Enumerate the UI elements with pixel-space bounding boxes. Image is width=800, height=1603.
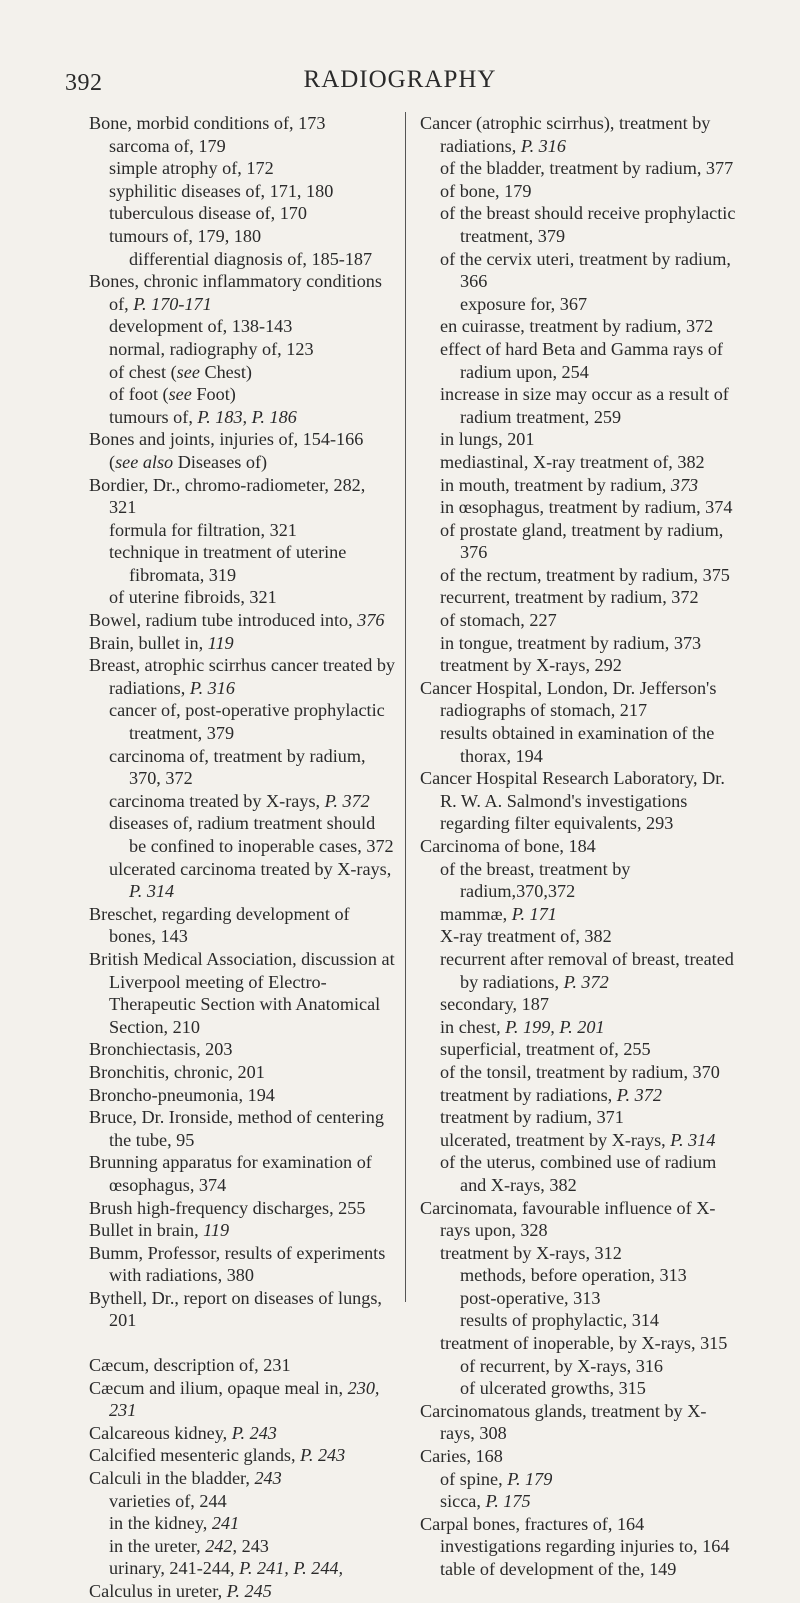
index-subentry: [89, 135, 396, 158]
index-entry-text: of spine,: [440, 1468, 508, 1489]
index-entry: [89, 112, 396, 135]
index-entry-text: Bumm, Professor, results of experiments with radiations, 380: [89, 1242, 386, 1286]
index-subentry: [420, 1558, 740, 1581]
index-subentry: [420, 1309, 740, 1332]
index-entry: [89, 1061, 396, 1084]
index-entry-text: P. 171: [511, 903, 557, 924]
index-entry-text: Carcinomatous glands, treatment by X-rays, 308: [420, 1400, 707, 1444]
index-entry-text: P. 372: [616, 1084, 662, 1105]
index-entry-text: P. 243: [300, 1445, 346, 1466]
index-subentry: [89, 451, 396, 474]
index-entry-text: Bowel, radium tube introduced into,: [89, 610, 358, 631]
index-entry-text: treatment of inoperable, by X-rays, 315: [440, 1333, 728, 1354]
index-entry-text: formula for filtration, 321: [109, 519, 297, 540]
index-entry-text: sarcoma of, 179: [109, 135, 226, 156]
index-entry-text: Breast, atrophic scirrhus cancer treated by radiations,: [89, 655, 396, 698]
index-subentry: [420, 496, 740, 519]
index-subentry: [420, 632, 740, 655]
index-entry-text: secondary, 187: [440, 994, 549, 1015]
index-entry-text: 119: [207, 632, 234, 653]
index-subentry: [420, 948, 740, 993]
index-entry-text: in the kidney,: [109, 1513, 212, 1534]
index-entry-text: ulcerated, treatment by X-rays,: [440, 1129, 671, 1150]
page-number: 392: [65, 70, 103, 96]
index-entry-text: table of development of the, 149: [440, 1559, 677, 1579]
index-subentry: [89, 361, 396, 384]
index-subentry: [420, 1490, 740, 1513]
index-entry-text: of the breast, treatment by radium,370,372: [440, 858, 631, 902]
index-subentry: [89, 1512, 396, 1535]
index-entry-text: of the uterus, combined use of radium and X-rays, 382: [440, 1152, 717, 1195]
index-subentry: [420, 1106, 740, 1129]
index-subentry: [420, 1038, 740, 1061]
index-entry-text: increase in size may occur as a result of radium treatment, 259: [440, 384, 729, 427]
index-entry: [89, 1106, 396, 1151]
index-subentry: [89, 699, 396, 744]
index-entry-text: P. 241, P. 244,: [239, 1558, 344, 1579]
index-entry-text: Bronchitis, chronic, 201: [89, 1061, 265, 1082]
index-entry-text: mediastinal, X-ray treatment of, 382: [440, 451, 705, 472]
index-entry-text: tuberculous disease of, 170: [109, 203, 307, 224]
index-entry-text: Carpal bones, fractures of, 164: [420, 1513, 645, 1534]
index-subentry: [420, 1377, 740, 1400]
index-gap: [89, 1332, 396, 1354]
index-subentry: [89, 406, 396, 429]
index-entry: [420, 112, 740, 157]
index-entry: [420, 1400, 740, 1445]
index-entry-text: treatment by radiations,: [440, 1084, 617, 1105]
index-entry-text: Bronchiectasis, 203: [89, 1039, 233, 1060]
index-entry-text: Calcareous kidney,: [89, 1422, 232, 1443]
index-entry-text: methods, before operation, 313: [460, 1265, 687, 1286]
index-entry-text: 119: [203, 1220, 230, 1241]
index-entry-text: mammæ,: [440, 903, 512, 924]
index-subentry: [420, 1129, 740, 1152]
index-subentry: [89, 541, 396, 586]
index-entry: [89, 1422, 396, 1445]
index-entry-text: superficial, treatment of, 255: [440, 1039, 651, 1060]
index-subentry: [420, 609, 740, 632]
index-entry-text: results obtained in examination of the thorax, 194: [440, 723, 715, 766]
index-entry: [89, 1467, 396, 1490]
index-entry-text: Calcified mesenteric glands,: [89, 1445, 301, 1466]
index-subentry: [420, 428, 740, 451]
index-subentry: [89, 790, 396, 813]
index-entry-text: Cæcum, description of, 231: [89, 1355, 291, 1376]
index-subentry: [420, 1061, 740, 1084]
index-entry-text: of foot (: [109, 384, 169, 405]
index-entry-text: P. 245: [226, 1581, 272, 1601]
index-entry-text: in œsophagus, treatment by radium, 374: [440, 497, 733, 518]
index-entry-text: of stomach, 227: [440, 610, 557, 631]
index-subentry: [89, 338, 396, 361]
index-entry-text: P. 170-171: [133, 293, 212, 314]
index-subentry: [420, 315, 740, 338]
index-entry: [420, 1197, 740, 1242]
index-entry-text: see: [168, 384, 192, 405]
running-head: RADIOGRAPHY: [303, 66, 497, 93]
index-subentry: [420, 1535, 740, 1558]
index-entry: [89, 1377, 396, 1422]
index-subentry: [89, 1535, 396, 1558]
index-subentry: [89, 858, 396, 903]
index-entry-text: X-ray treatment of, 382: [440, 926, 612, 947]
index-entry: [89, 1242, 396, 1287]
index-entry-text: P. 316: [189, 677, 235, 698]
index-entry: [89, 1197, 396, 1220]
index-entry-text: P. 243: [231, 1422, 277, 1443]
index-column-right: [420, 112, 740, 1581]
index-entry-text: 241: [211, 1513, 240, 1534]
index-entry-text: Bullet in brain,: [89, 1220, 204, 1241]
index-entry-text: Calculus in ureter,: [89, 1581, 227, 1601]
index-subentry: [420, 474, 740, 497]
index-entry-text: results of prophylactic, 314: [460, 1310, 660, 1331]
index-subentry: [89, 383, 396, 406]
index-entry: [89, 1287, 396, 1332]
index-entry-text: Diseases of): [173, 451, 268, 472]
index-entry-text: technique in treatment of uterine fibromata, 319: [109, 542, 347, 585]
index-entry: [89, 1354, 396, 1377]
index-entry-text: British Medical Association, discussion at Liverpool meeting of Electro-Therapeutic Section with Anatomical Section, 210: [89, 948, 395, 1037]
index-entry-text: Bones and joints, injuries of, 154-166: [89, 429, 364, 450]
index-entry-text: en cuirasse, treatment by radium, 372: [440, 316, 714, 337]
index-entry-text: treatment by radium, 371: [440, 1107, 624, 1128]
index-entry-text: Brush high-frequency discharges, 255: [89, 1197, 366, 1218]
index-entry-text: Bone, morbid conditions of, 173: [89, 113, 326, 133]
index-subentry: [89, 586, 396, 609]
index-entry-text: carcinoma of, treatment by radium, 370, 372: [109, 745, 366, 789]
index-subentry: [420, 925, 740, 948]
column-divider: [405, 112, 406, 1302]
index-entry-text: Cancer (atrophic scirrhus), treatment by radiations,: [420, 113, 711, 156]
index-subentry: [420, 338, 740, 383]
index-subentry: [420, 1468, 740, 1491]
index-entry-text: 242: [205, 1535, 233, 1556]
index-entry-text: in lungs, 201: [440, 429, 535, 450]
index-entry-text: see: [176, 361, 200, 382]
index-entry: [89, 1084, 396, 1107]
index-subentry: [420, 180, 740, 203]
index-entry-text: Cæcum and ilium, opaque meal in,: [89, 1377, 348, 1398]
index-subentry: [420, 1084, 740, 1107]
index-entry-text: Brain, bullet in,: [89, 632, 208, 653]
index-entry-text: Cancer Hospital, London, Dr. Jefferson's radiographs of stomach, 217: [420, 677, 717, 721]
index-entry: [89, 1038, 396, 1061]
index-entry-text: development of, 138-143: [109, 316, 293, 337]
index-entry-text: investigations regarding injuries to, 164: [440, 1536, 730, 1557]
index-subentry: [89, 1557, 396, 1580]
index-entry-text: Brunning apparatus for examination of œsophagus, 374: [89, 1152, 372, 1195]
index-entry: [89, 428, 396, 451]
index-entry-text: Bordier, Dr., chromo-radiometer, 282, 321: [89, 474, 366, 518]
index-subentry: [89, 157, 396, 180]
index-entry: [420, 1513, 740, 1536]
index-subentry: [420, 1151, 740, 1196]
index-subentry: [89, 315, 396, 338]
index-subentry: [420, 1355, 740, 1378]
index-subentry: [89, 202, 396, 225]
index-subentry: [420, 1332, 740, 1355]
index-subentry: [420, 586, 740, 609]
index-subentry: [89, 180, 396, 203]
index-subentry: [89, 745, 396, 790]
index-entry-text: P. 314: [129, 881, 175, 902]
index-entry-text: of uterine fibroids, 321: [109, 587, 277, 608]
index-entry-text: recurrent after removal of breast, treated by radiations,: [440, 948, 734, 992]
index-entry-text: of bone, 179: [440, 180, 532, 201]
index-entry: [89, 609, 396, 632]
index-entry-text: P. 314: [670, 1129, 716, 1150]
index-subentry: [420, 654, 740, 677]
index-subentry: [420, 1264, 740, 1287]
index-subentry: [420, 903, 740, 926]
index-entry-text: tumours of,: [109, 406, 198, 427]
index-entry-text: of ulcerated growths, 315: [460, 1378, 646, 1399]
index-entry-text: of recurrent, by X-rays, 316: [460, 1355, 664, 1376]
index-subentry: [420, 248, 740, 293]
index-subentry: [420, 519, 740, 564]
index-entry-text: of the tonsil, treatment by radium, 370: [440, 1061, 720, 1082]
index-entry-text: urinary, 241-244,: [109, 1558, 240, 1579]
index-entry-text: P. 316: [520, 135, 566, 156]
index-entry-text: 376: [357, 610, 385, 631]
index-entry-text: in chest,: [440, 1016, 506, 1037]
index-entry: [420, 1445, 740, 1468]
index-subentry: [420, 202, 740, 247]
index-entry-text: in the ureter,: [109, 1535, 206, 1556]
index-entry-text: Cancer Hospital Research Laboratory, Dr. R. W. A. Salmond's investigations regarding filter equivalents, 293: [420, 768, 725, 834]
index-entry-text: treatment by X-rays, 292: [440, 655, 622, 676]
index-subentry: [420, 383, 740, 428]
index-entry: [420, 677, 740, 722]
index-entry-text: (: [109, 451, 116, 472]
index-entry-text: P. 175: [485, 1491, 531, 1512]
index-entry-text: varieties of, 244: [109, 1490, 227, 1511]
index-entry-text: Caries, 168: [420, 1446, 503, 1467]
index-entry-text: P. 372: [563, 971, 609, 992]
index-entry: [89, 632, 396, 655]
index-subentry: [420, 564, 740, 587]
index-entry-text: of prostate gland, treatment by radium, 376: [440, 519, 724, 563]
index-column-left: [89, 112, 396, 1603]
index-entry-text: Chest): [199, 361, 252, 382]
index-entry: [89, 654, 396, 699]
index-subentry: [420, 858, 740, 903]
index-subentry: [420, 1016, 740, 1039]
index-entry-text: in mouth, treatment by radium,: [440, 474, 671, 495]
index-entry-text: in tongue, treatment by radium, 373: [440, 632, 702, 653]
index-entry-text: differential diagnosis of, 185-187: [129, 248, 373, 269]
index-entry-text: ulcerated carcinoma treated by X-rays,: [109, 858, 392, 879]
index-entry-text: P. 372: [324, 790, 370, 811]
index-subentry: [420, 1287, 740, 1310]
index-entry-text: treatment by X-rays, 312: [440, 1242, 622, 1263]
index-entry-text: of the cervix uteri, treatment by radium, 366: [440, 248, 731, 292]
index-entry-text: effect of hard Beta and Gamma rays of radium upon, 254: [440, 338, 723, 382]
index-entry-text: Broncho-pneumonia, 194: [89, 1084, 275, 1105]
index-entry-text: diseases of, radium treatment should be confined to inoperable cases, 372: [109, 813, 394, 856]
index-subentry: [420, 157, 740, 180]
index-entry: [89, 270, 396, 315]
index-entry-text: of the rectum, treatment by radium, 375: [440, 564, 730, 585]
index-entry-text: Bones, chronic inflammatory conditions of,: [89, 271, 382, 314]
index-entry-text: P. 183, P. 186: [197, 406, 297, 427]
index-entry-text: simple atrophy of, 172: [109, 158, 274, 179]
index-entry-text: Bruce, Dr. Ironside, method of centering the tube, 95: [89, 1107, 384, 1150]
index-entry-text: Calculi in the bladder,: [89, 1468, 255, 1489]
index-entry: [89, 1219, 396, 1242]
index-entry-text: of the breast should receive prophylactic treatment, 379: [440, 203, 736, 246]
index-entry-text: exposure for, 367: [460, 293, 588, 314]
index-entry-text: cancer of, post-operative prophylactic treatment, 379: [109, 700, 385, 744]
index-entry-text: tumours of, 179, 180: [109, 225, 262, 246]
index-entry-text: P. 179: [507, 1468, 553, 1489]
index-entry-text: P. 199, P. 201: [505, 1016, 605, 1037]
index-entry: [89, 1580, 396, 1603]
index-entry-text: syphilitic diseases of, 171, 180: [109, 180, 334, 201]
index-subentry: [420, 293, 740, 316]
index-entry-text: of the bladder, treatment by radium, 377: [440, 158, 734, 179]
index-entry-text: Foot): [191, 384, 236, 405]
index-subentry: [89, 225, 396, 248]
index-entry: [89, 474, 396, 519]
index-entry: [89, 948, 396, 1038]
index-entry: [89, 1151, 396, 1196]
index-entry-text: see also: [115, 451, 174, 472]
index-entry-text: Carcinoma of bone, 184: [420, 836, 596, 856]
index-entry-text: of chest (: [109, 361, 177, 382]
index-subentry: [420, 451, 740, 474]
index-entry-text: recurrent, treatment by radium, 372: [440, 587, 699, 608]
index-entry-text: 373: [670, 474, 699, 495]
index-subentry: [420, 1242, 740, 1265]
index-entry-text: , 243: [232, 1535, 269, 1556]
index-subentry: [89, 519, 396, 542]
index-entry-text: sicca,: [440, 1491, 486, 1512]
index-entry-text: Bythell, Dr., report on diseases of lungs, 201: [89, 1287, 382, 1331]
index-subentry: [89, 248, 396, 271]
index-entry: [420, 767, 740, 835]
index-entry-text: normal, radiography of, 123: [109, 338, 314, 359]
index-subentry: [420, 722, 740, 767]
index-entry-text: 243: [254, 1468, 282, 1489]
index-subentry: [89, 1490, 396, 1513]
index-entry-text: 230, 231: [109, 1377, 380, 1421]
index-entry-text: Breschet, regarding development of bones, 143: [89, 903, 350, 947]
index-subentry: [89, 812, 396, 857]
index-entry: [89, 1444, 396, 1467]
index-entry-text: post-operative, 313: [460, 1287, 601, 1308]
index-entry: [89, 903, 396, 948]
index-subentry: [420, 993, 740, 1016]
index-entry-text: Carcinomata, favourable influence of X-rays upon, 328: [420, 1197, 716, 1241]
index-entry-text: carcinoma treated by X-rays,: [109, 790, 325, 811]
index-entry: [420, 835, 740, 858]
